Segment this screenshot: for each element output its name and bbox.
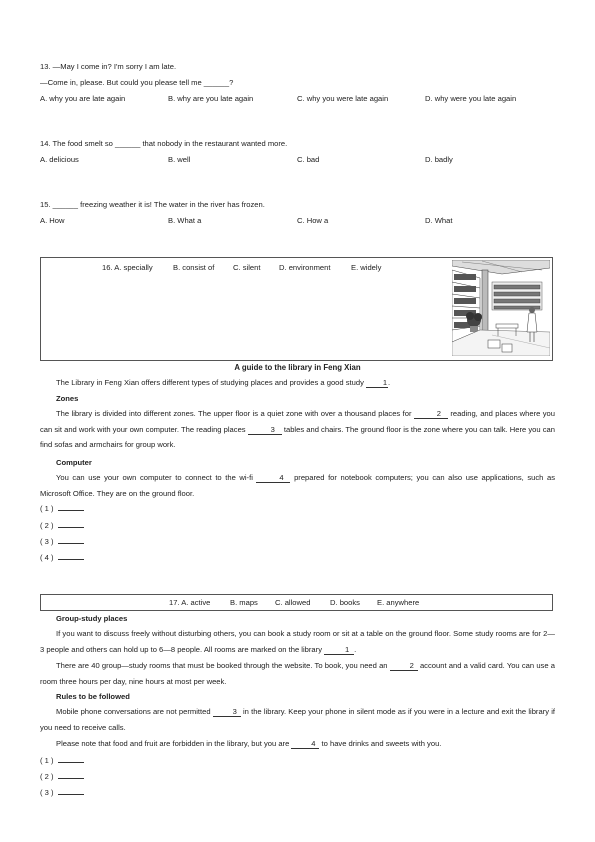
q15-option-d[interactable]: D. What bbox=[425, 216, 453, 225]
answer-input-16-2[interactable] bbox=[58, 520, 84, 528]
word-bank-17-item: 17. A. active bbox=[169, 598, 211, 607]
word-bank-16-item: 16. A. specially bbox=[102, 263, 153, 272]
word-bank-16-item: D. environment bbox=[279, 263, 331, 272]
heading-rules: Rules to be followed bbox=[56, 692, 130, 701]
passage-16-paragraph-3: You can use your own computer to connect to the wi-fi 4 prepared for notebook computers; you can also use applications, such as Microsoft Office. They are on the ground floor. bbox=[40, 473, 555, 498]
q13-option-b[interactable]: B. why are you late again bbox=[168, 94, 254, 103]
blank-17-2[interactable]: 2 bbox=[390, 662, 418, 671]
passage-17-paragraph-2: There are 40 group—study rooms that must be booked through the website. To book, you need an 2 account and a valid card. You can use a room three hours per day, nine hours at most per week. bbox=[40, 661, 555, 686]
answer-input-17-2[interactable] bbox=[58, 771, 84, 779]
blank-16-3[interactable]: 3 bbox=[248, 426, 282, 435]
word-bank-17-item: D. books bbox=[330, 598, 360, 607]
word-bank-17-box bbox=[40, 594, 553, 611]
answer-input-16-4[interactable] bbox=[58, 552, 84, 560]
q14-option-d[interactable]: D. badly bbox=[425, 155, 453, 164]
heading-zones: Zones bbox=[56, 394, 79, 403]
word-bank-17-item: E. anywhere bbox=[377, 598, 420, 607]
blank-16-4[interactable]: 4 bbox=[256, 474, 290, 483]
answer-line-16-2: ( 2 ) bbox=[40, 520, 84, 530]
q13-option-a[interactable]: A. why you are late again bbox=[40, 94, 126, 103]
answer-line-16-1: ( 1 ) bbox=[40, 503, 84, 513]
blank-16-1[interactable]: 1 bbox=[366, 379, 388, 388]
q15-option-c[interactable]: C. How a bbox=[297, 216, 329, 225]
passage-16-title: A guide to the library in Feng Xian bbox=[234, 363, 361, 372]
q13-stem-line2: —Come in, please. But could you please tell me ______? bbox=[40, 78, 234, 87]
answer-input-16-3[interactable] bbox=[58, 536, 84, 544]
passage-16-paragraph-1: The Library in Feng Xian offers different types of studying places and provides a good study 1. bbox=[56, 378, 391, 387]
answer-line-17-3: ( 3 ) bbox=[40, 787, 84, 797]
answer-input-17-1[interactable] bbox=[58, 755, 84, 763]
answer-line-16-3: ( 3 ) bbox=[40, 536, 84, 546]
word-bank-17-item: C. allowed bbox=[275, 598, 311, 607]
q14-option-a[interactable]: A. delicious bbox=[40, 155, 79, 164]
q14-option-b[interactable]: B. well bbox=[168, 155, 191, 164]
blank-17-1[interactable]: 1 bbox=[324, 646, 354, 655]
blank-17-3[interactable]: 3 bbox=[213, 708, 241, 717]
q13-option-d[interactable]: D. why were you late again bbox=[425, 94, 517, 103]
q13-option-c[interactable]: C. why you were late again bbox=[297, 94, 389, 103]
q15-stem: 15. ______ freezing weather it is! The water in the river has frozen. bbox=[40, 200, 265, 209]
passage-16-paragraph-2: The library is divided into different zones. The upper floor is a quiet zone with over a thousand places for 2 reading, and places where you can sit and work with your own computer. The reading places 3 tables and chairs. The ground floor is the zone where you can talk. Here you can find sofas and armchairs for group work. bbox=[40, 409, 555, 449]
q14-option-c[interactable]: C. bad bbox=[297, 155, 320, 164]
q15-option-a[interactable]: A. How bbox=[40, 216, 65, 225]
q14-stem: 14. The food smelt so ______ that nobody in the restaurant wanted more. bbox=[40, 139, 288, 148]
word-bank-17-item: B. maps bbox=[230, 598, 258, 607]
passage-17-paragraph-1: If you want to discuss freely without disturbing others, you can book a study room or sit at a table on the ground floor. Some study rooms are for 2—3 people and others can hold up to 6—8 people. All rooms are marked on the library 1 . bbox=[40, 629, 555, 654]
library-interior-illustration bbox=[452, 260, 550, 356]
heading-computer: Computer bbox=[56, 458, 92, 467]
word-bank-16-box bbox=[40, 257, 553, 361]
word-bank-16-item: B. consist of bbox=[173, 263, 215, 272]
answer-line-16-4: ( 4 ) bbox=[40, 552, 84, 562]
heading-group-study: Group-study places bbox=[56, 614, 128, 623]
q15-option-b[interactable]: B. What a bbox=[168, 216, 202, 225]
blank-16-2[interactable]: 2 bbox=[414, 410, 448, 419]
answer-input-16-1[interactable] bbox=[58, 503, 84, 511]
passage-17-paragraph-4: Please note that food and fruit are forbidden in the library, but you are 4 to have drinks and sweets with you. bbox=[56, 739, 442, 748]
word-bank-16-item: C. silent bbox=[233, 263, 261, 272]
answer-line-17-1: ( 1 ) bbox=[40, 755, 84, 765]
blank-17-4[interactable]: 4 bbox=[291, 740, 319, 749]
answer-input-17-3[interactable] bbox=[58, 787, 84, 795]
passage-17-paragraph-3: Mobile phone conversations are not permitted 3 in the library. Keep your phone in silent mode as if you were in a lecture and exit the library if you need to receive calls. bbox=[40, 707, 555, 732]
answer-line-17-2: ( 2 ) bbox=[40, 771, 84, 781]
word-bank-16-item: E. widely bbox=[351, 263, 382, 272]
q13-stem-line1: 13. —May I come in? I'm sorry I am late. bbox=[40, 62, 177, 71]
